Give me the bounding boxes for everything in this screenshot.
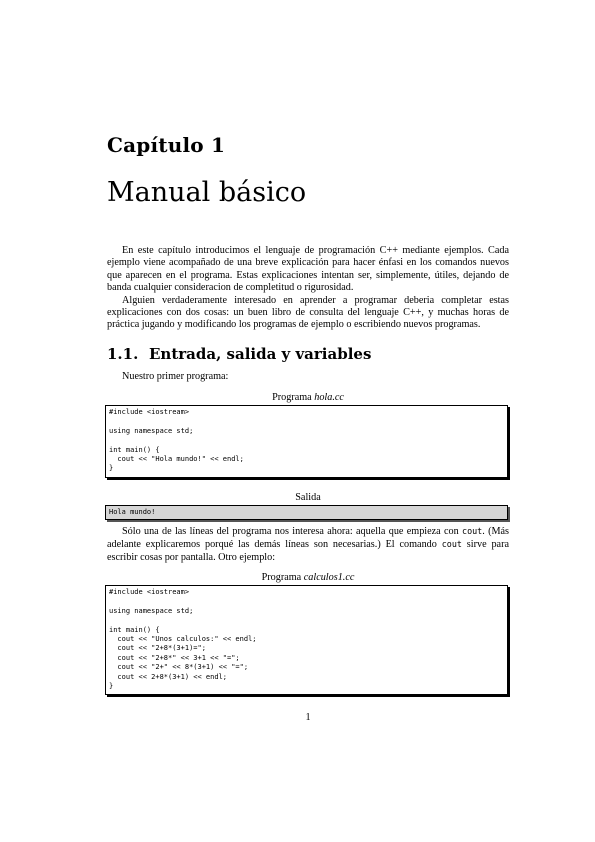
chapter-title: Manual básico — [107, 177, 307, 208]
mid-code1: cout — [462, 526, 483, 536]
mid-code2: cout — [441, 539, 462, 550]
section-title: Entrada, salida y variables — [149, 345, 372, 363]
chapter-label: Capítulo 1 — [107, 133, 226, 157]
listing1-filename: hola.cc — [314, 392, 344, 403]
intro-paragraph-1: En este capítulo introducimos el lenguaje de programación C++ mediante ejemplos. Cada ejemplo viene acompañado de una breve explicación para hacer énfasi en los comandos nuevos que aparecen en el programa. Estas explicaciones intentan ser, simplemente, útiles, dejando de banda cualquier consideracion de completitud o rigurosidad. — [107, 245, 509, 294]
intro-paragraph-2: Alguien verdaderamente interesado en aprender a programar deberia completar estas explicaciones con dos cosas: un buen libro de consulta del lenguaje C++, y muchas horas de práctica jugando y modificando los programas de ejemplo o escribiendo nuevos programas. — [107, 294, 509, 331]
output1-caption: Salida — [295, 492, 321, 503]
mid-part3: sirve para escribir cosas por pantalla. Otro ejemplo: — [107, 539, 509, 563]
output1-box — [105, 505, 508, 520]
mid-part1: Sólo una de las líneas del programa nos interesa ahora: aquella que empieza con — [122, 526, 463, 537]
listing2-filename: calculos1.cc — [303, 572, 355, 583]
section-heading — [107, 345, 371, 363]
mid-text — [107, 525, 509, 564]
intro-text — [107, 245, 509, 332]
section-number: 1.1. — [107, 345, 139, 363]
page-number: 1 — [305, 712, 311, 723]
listing2-codebox — [105, 585, 508, 695]
listing2-caption-prefix: Programa — [261, 572, 302, 583]
listing1-caption — [107, 392, 509, 403]
first-program-text: Nuestro primer programa: — [122, 371, 229, 382]
listing1-caption-prefix: Programa — [272, 392, 312, 403]
mid-part2: . (Más adelante explicaremos porqué las demás líneas son necesarias.) El comando — [107, 526, 510, 551]
listing1-code: #include <iostream> using namespace std; int main() { cout << "Hola mundo!" << endl; } — [109, 408, 244, 473]
mid-paragraph — [107, 525, 509, 564]
output1-text: Hola mundo! — [109, 508, 156, 516]
first-program-intro — [107, 371, 509, 383]
listing2-code: #include <iostream> using namespace std; int main() { cout << "Unos calculos:" << endl; cout << "2+8*(3+1)="; cout << "2+8*" << 3+1 << "="; cout << "2+" << 8*(3+1) << "="; cout << 2+8*(3+1) << endl; } — [109, 588, 257, 691]
listing1-codebox — [105, 405, 508, 478]
listing2-caption — [107, 572, 509, 583]
